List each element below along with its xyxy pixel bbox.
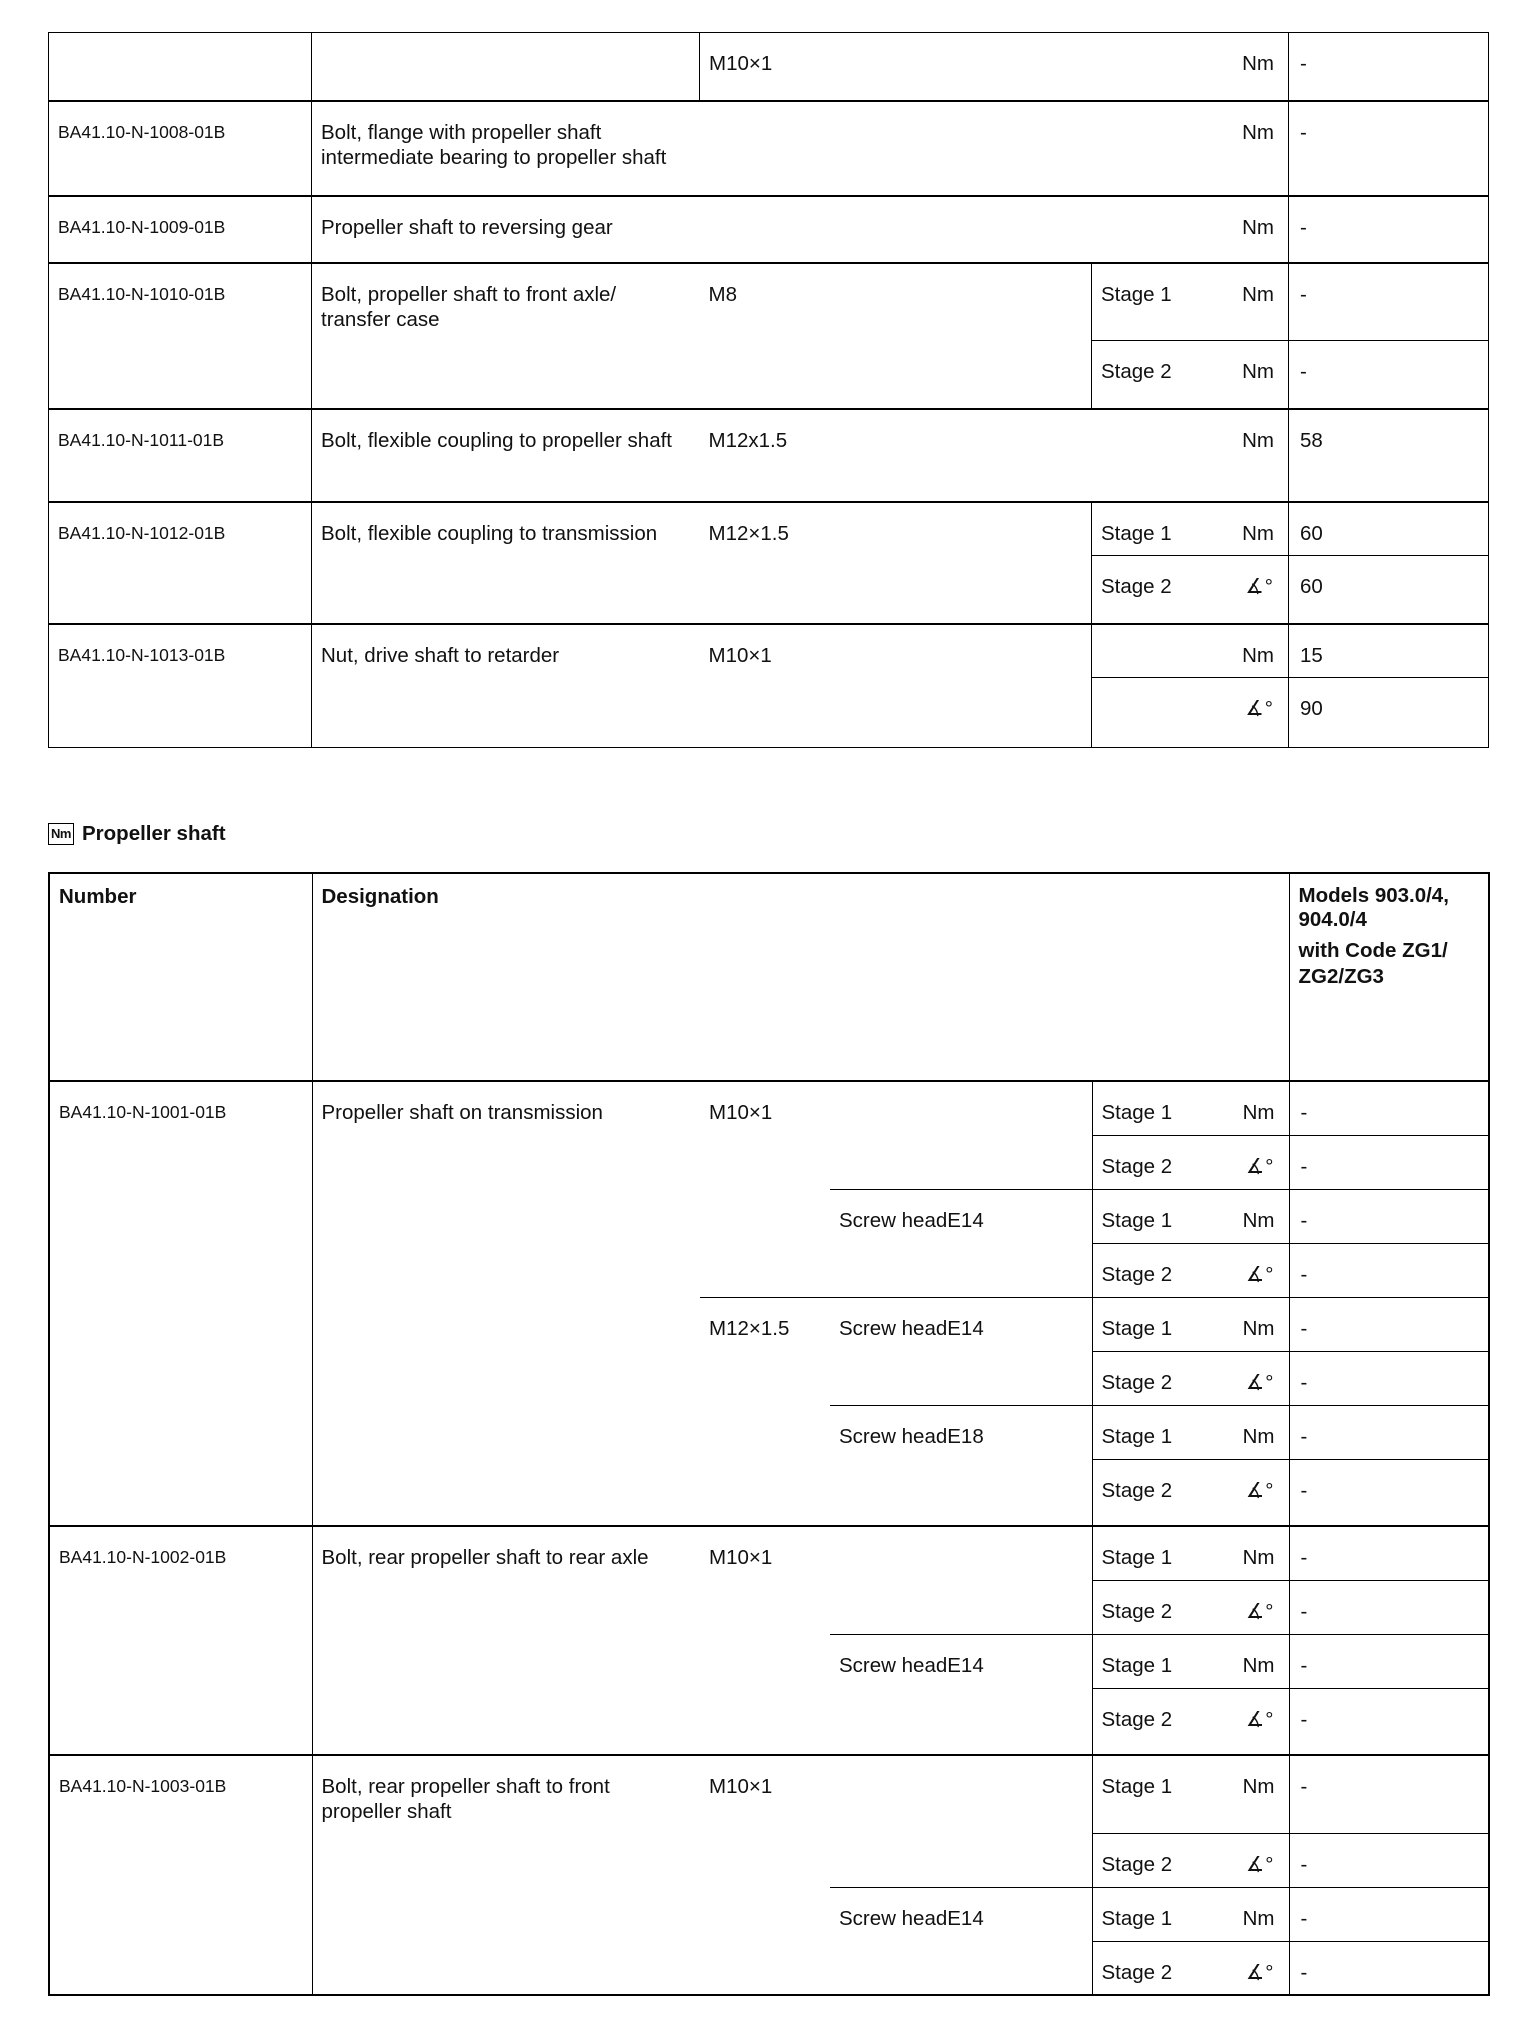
header-models-code: with Code ZG1/ ZG2/ZG3 (1298, 939, 1448, 988)
unit-cell: Nm (1216, 1189, 1289, 1243)
empty-cell (700, 101, 830, 196)
unit-cell: Nm (1216, 1887, 1289, 1941)
screw-head-cell: Screw headE14 (830, 1297, 1092, 1405)
unit-cell: Nm (1216, 33, 1289, 101)
stage-cell: Stage 2 (1092, 1688, 1216, 1755)
stage-cell: Stage 2 (1092, 1351, 1216, 1405)
number-cell: BA41.10-N-1011-01B (49, 409, 312, 502)
value-cell: - (1289, 1887, 1489, 1941)
stage-cell: Stage 2 (1092, 1833, 1216, 1887)
unit-cell: Nm (1216, 409, 1289, 502)
unit-cell: Nm (1216, 1405, 1289, 1459)
angle-icon: ∡° (1216, 1135, 1289, 1189)
value-cell: 60 (1289, 502, 1489, 556)
table-row (49, 624, 1489, 678)
value-cell: - (1289, 1755, 1489, 1833)
angle-icon: ∡° (1216, 1580, 1289, 1634)
value-cell: 15 (1289, 624, 1489, 678)
value-cell: - (1289, 1405, 1489, 1459)
number-cell: BA41.10-N-1008-01B (49, 101, 312, 196)
size-cell: M10×1 (700, 1755, 830, 1995)
torque-nm-icon: Nm (48, 823, 74, 845)
designation-cell: Bolt, flexible coupling to propeller shaft (312, 409, 700, 502)
designation-cell (312, 33, 700, 101)
unit-cell: Nm (1216, 1297, 1289, 1351)
size-cell: M8 (700, 263, 830, 409)
unit-cell: Nm (1216, 196, 1289, 263)
propeller-shaft-torque-table (48, 872, 1490, 1996)
number-cell: BA41.10-N-1013-01B (49, 624, 312, 748)
table-row (49, 1081, 1489, 1135)
table-header-row (49, 873, 1489, 1081)
value-cell: - (1289, 1351, 1489, 1405)
section-title-text: Propeller shaft (82, 822, 226, 845)
empty-cell (830, 33, 1092, 101)
stage-cell: Stage 2 (1092, 1580, 1216, 1634)
size-cell: M12×1.5 (700, 1297, 830, 1526)
empty-cell (830, 1755, 1092, 1887)
stage-cell: Stage 1 (1092, 1887, 1216, 1941)
empty-cell (830, 1081, 1092, 1189)
unit-cell: Nm (1216, 1526, 1289, 1580)
designation-cell: Bolt, rear propeller shaft to rear axle (312, 1526, 700, 1755)
value-cell: - (1289, 1833, 1489, 1887)
stage-cell: Stage 1 (1092, 1405, 1216, 1459)
number-cell: BA41.10-N-1003-01B (49, 1755, 312, 1995)
screw-head-cell: Screw headE14 (830, 1634, 1092, 1755)
number-cell (49, 33, 312, 101)
table-row (49, 1755, 1489, 1833)
number-cell: BA41.10-N-1012-01B (49, 502, 312, 624)
empty-cell (830, 196, 1092, 263)
value-cell: - (1289, 1580, 1489, 1634)
value-cell: 90 (1289, 678, 1489, 748)
header-designation: Designation (312, 873, 1289, 1081)
table-row (49, 196, 1489, 263)
value-cell: - (1289, 33, 1489, 101)
empty-cell (830, 502, 1092, 624)
screw-head-cell: Screw headE14 (830, 1189, 1092, 1297)
angle-icon: ∡° (1216, 1459, 1289, 1526)
stage-cell: Stage 1 (1092, 1755, 1216, 1833)
designation-cell: Nut, drive shaft to retarder (312, 624, 700, 748)
table-row (49, 502, 1489, 556)
stage-cell: Stage 2 (1092, 1941, 1216, 1995)
value-cell: - (1289, 1081, 1489, 1135)
value-cell: - (1289, 101, 1489, 196)
size-cell: M12x1.5 (700, 409, 830, 502)
number-cell: BA41.10-N-1009-01B (49, 196, 312, 263)
angle-icon: ∡° (1216, 556, 1289, 624)
angle-icon: ∡° (1216, 678, 1289, 748)
value-cell: - (1289, 1297, 1489, 1351)
value-cell: - (1289, 263, 1489, 341)
unit-cell: Nm (1216, 341, 1289, 409)
stage-cell (1092, 624, 1216, 678)
size-cell: M10×1 (700, 624, 830, 748)
value-cell: - (1289, 1526, 1489, 1580)
unit-cell: Nm (1216, 1634, 1289, 1688)
number-cell: BA41.10-N-1010-01B (49, 263, 312, 409)
empty-cell (1092, 101, 1216, 196)
designation-cell: Bolt, flexible coupling to transmission (312, 502, 700, 624)
stage-cell: Stage 1 (1092, 1634, 1216, 1688)
header-models-text: Models 903.0/4, 904.0/4 (1298, 884, 1449, 931)
table-row (49, 1526, 1489, 1580)
stage-cell: Stage 2 (1092, 341, 1216, 409)
unit-cell: Nm (1216, 502, 1289, 556)
empty-cell (830, 409, 1092, 502)
value-cell: - (1289, 1243, 1489, 1297)
value-cell: - (1289, 1135, 1489, 1189)
unit-cell: Nm (1216, 101, 1289, 196)
number-cell: BA41.10-N-1002-01B (49, 1526, 312, 1755)
header-number: Number (49, 873, 312, 1081)
stage-cell: Stage 2 (1092, 1459, 1216, 1526)
angle-icon: ∡° (1216, 1243, 1289, 1297)
empty-cell (700, 196, 830, 263)
stage-cell: Stage 2 (1092, 556, 1216, 624)
table-row (49, 409, 1489, 502)
value-cell: - (1289, 341, 1489, 409)
value-cell: - (1289, 1688, 1489, 1755)
torque-table-continued (48, 32, 1489, 748)
size-cell: M10×1 (700, 1526, 830, 1755)
size-cell: M10×1 (700, 1081, 830, 1297)
value-cell: 60 (1289, 556, 1489, 624)
angle-icon: ∡° (1216, 1351, 1289, 1405)
stage-cell: Stage 1 (1092, 502, 1216, 556)
designation-cell: Bolt, rear propeller shaft to front propeller shaft (312, 1755, 700, 1995)
empty-cell (830, 1526, 1092, 1634)
number-cell: BA41.10-N-1001-01B (49, 1081, 312, 1526)
designation-cell: Propeller shaft to reversing gear (312, 196, 700, 263)
stage-cell (1092, 678, 1216, 748)
value-cell: - (1289, 1189, 1489, 1243)
designation-cell: Bolt, propeller shaft to front axle/ transfer case (312, 263, 700, 409)
unit-cell: Nm (1216, 263, 1289, 341)
screw-head-cell: Screw headE18 (830, 1405, 1092, 1526)
stage-cell: Stage 1 (1092, 263, 1216, 341)
table-row (49, 101, 1489, 196)
empty-cell (1092, 409, 1216, 502)
value-cell: 58 (1289, 409, 1489, 502)
unit-cell: Nm (1216, 624, 1289, 678)
empty-cell (830, 263, 1092, 409)
angle-icon: ∡° (1216, 1941, 1289, 1995)
stage-cell: Stage 1 (1092, 1081, 1216, 1135)
size-cell: M10×1 (700, 33, 830, 101)
value-cell: - (1289, 1459, 1489, 1526)
designation-cell: Bolt, flange with propeller shaft intermediate bearing to propeller shaft (312, 101, 700, 196)
section-title (48, 822, 226, 846)
stage-cell: Stage 2 (1092, 1243, 1216, 1297)
value-cell: - (1289, 1941, 1489, 1995)
screw-head-cell: Screw headE14 (830, 1887, 1092, 1995)
empty-cell (830, 101, 1092, 196)
value-cell: - (1289, 196, 1489, 263)
empty-cell (830, 624, 1092, 748)
empty-cell (1092, 196, 1216, 263)
stage-cell: Stage 1 (1092, 1297, 1216, 1351)
designation-cell: Propeller shaft on transmission (312, 1081, 700, 1526)
angle-icon: ∡° (1216, 1833, 1289, 1887)
stage-cell: Stage 2 (1092, 1135, 1216, 1189)
empty-cell (1092, 33, 1216, 101)
angle-icon: ∡° (1216, 1688, 1289, 1755)
stage-cell: Stage 1 (1092, 1526, 1216, 1580)
size-cell: M12×1.5 (700, 502, 830, 624)
value-cell: - (1289, 1634, 1489, 1688)
stage-cell: Stage 1 (1092, 1189, 1216, 1243)
unit-cell: Nm (1216, 1081, 1289, 1135)
unit-cell: Nm (1216, 1755, 1289, 1833)
table-row (49, 263, 1489, 341)
header-models (1289, 873, 1489, 1081)
